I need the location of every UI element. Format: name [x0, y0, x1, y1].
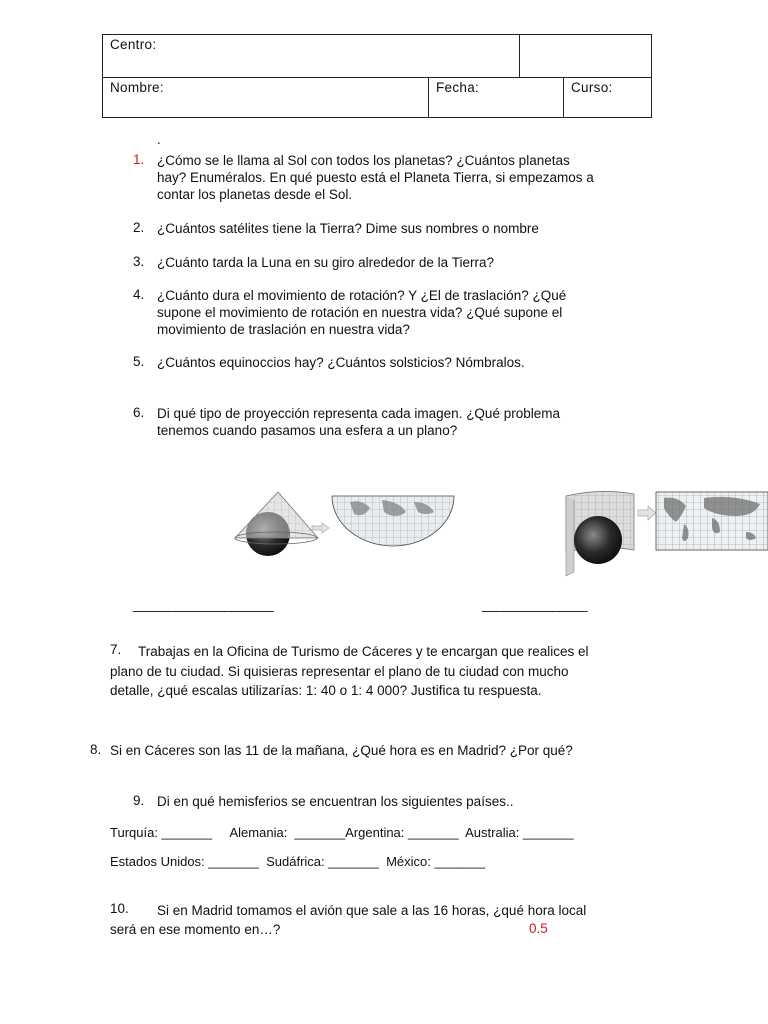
- q7-line: Trabajas en la Oficina de Turismo de Cáceres y te encargan que realices el: [138, 644, 589, 659]
- arrow-right-icon: [312, 523, 329, 533]
- q3-number: 3.: [133, 254, 145, 269]
- score-label: 0.5: [529, 921, 548, 936]
- q4-number: 4.: [133, 287, 145, 302]
- q1-line: contar los planetas desde el Sol.: [157, 187, 353, 202]
- q3-text: ¿Cuánto tarda la Luna en su giro alrededor de la Tierra?: [157, 255, 494, 270]
- q4-line: movimiento de traslación en nuestra vida?: [157, 322, 410, 337]
- q4-line: ¿Cuánto dura el movimiento de rotación? Y ¿El de traslación? ¿Qué: [157, 288, 567, 303]
- q4-text: [157, 287, 566, 338]
- q8-number: 8.: [90, 742, 102, 757]
- q9-number: 9.: [133, 793, 145, 808]
- q10-number: 10.: [110, 901, 129, 916]
- q4-line: supone el movimiento de rotación en nuestra vida? ¿Qué supone el: [157, 305, 563, 320]
- curso-label: Curso:: [571, 80, 613, 95]
- q6-line: tenemos cuando pasamos una esfera a un plano?: [157, 423, 458, 438]
- q6-answer-blank-right[interactable]: _______________: [482, 597, 588, 612]
- nombre-label: Nombre:: [110, 80, 164, 95]
- q7-number: 7.: [110, 642, 122, 657]
- q5-number: 5.: [133, 354, 145, 369]
- q6-line: Di qué tipo de proyección representa cada imagen. ¿Qué problema: [157, 406, 560, 421]
- q6-number: 6.: [133, 405, 145, 420]
- q10-line: Si en Madrid tomamos el avión que sale a las 16 horas, ¿qué hora local: [157, 903, 587, 918]
- col-divider: [519, 35, 520, 77]
- q6-answer-blank-left[interactable]: ____________________: [133, 597, 274, 612]
- q2-text: ¿Cuántos satélites tiene la Tierra? Dime sus nombres o nombre: [157, 221, 539, 236]
- centro-label: Centro:: [110, 37, 157, 52]
- q10-line: será en ese momento en…?: [110, 922, 281, 937]
- q7-line: plano de tu ciudad. Si quisieras representar el plano de tu ciudad con mucho: [110, 663, 569, 679]
- q9-countries-row-1: Turquía: _______ Alemania: _______Argentina: _______ Australia: _______: [110, 825, 574, 840]
- q9-text: Di en qué hemisferios se encuentran los siguientes países..: [157, 794, 514, 809]
- q5-text: ¿Cuántos equinoccios hay? ¿Cuántos solsticios? Nómbralos.: [157, 355, 525, 370]
- q1-line: hay? Enuméralos. En qué puesto está el Planeta Tierra, si empezamos a: [157, 170, 594, 185]
- q9-countries-row-2: Estados Unidos: _______ Sudáfrica: _______ México: _______: [110, 854, 486, 869]
- row-divider: [103, 77, 651, 78]
- header-table: [102, 34, 652, 118]
- cylindrical-projection-illustration: [560, 488, 768, 580]
- arrow-right-icon: [638, 506, 656, 520]
- q8-text: Si en Cáceres son las 11 de la mañana, ¿Qué hora es en Madrid? ¿Por qué?: [110, 743, 573, 758]
- q10-text: [110, 901, 586, 939]
- conic-projection-illustration: [232, 488, 458, 560]
- q6-text: [157, 405, 560, 439]
- dot-mark: .: [157, 132, 161, 147]
- q7-text: [110, 642, 588, 701]
- q1-text: [157, 152, 594, 203]
- col-divider: [563, 77, 564, 117]
- q1-line: ¿Cómo se le llama al Sol con todos los planetas? ¿Cuántos planetas: [157, 153, 570, 168]
- q2-number: 2.: [133, 220, 145, 235]
- col-divider: [428, 77, 429, 117]
- fecha-label: Fecha:: [436, 80, 480, 95]
- q1-number: 1.: [133, 152, 145, 167]
- globe-icon: [574, 516, 622, 564]
- q7-line: detalle, ¿qué escalas utilizarías: 1: 40 o 1: 4 000? Justifica tu respuesta.: [110, 683, 542, 698]
